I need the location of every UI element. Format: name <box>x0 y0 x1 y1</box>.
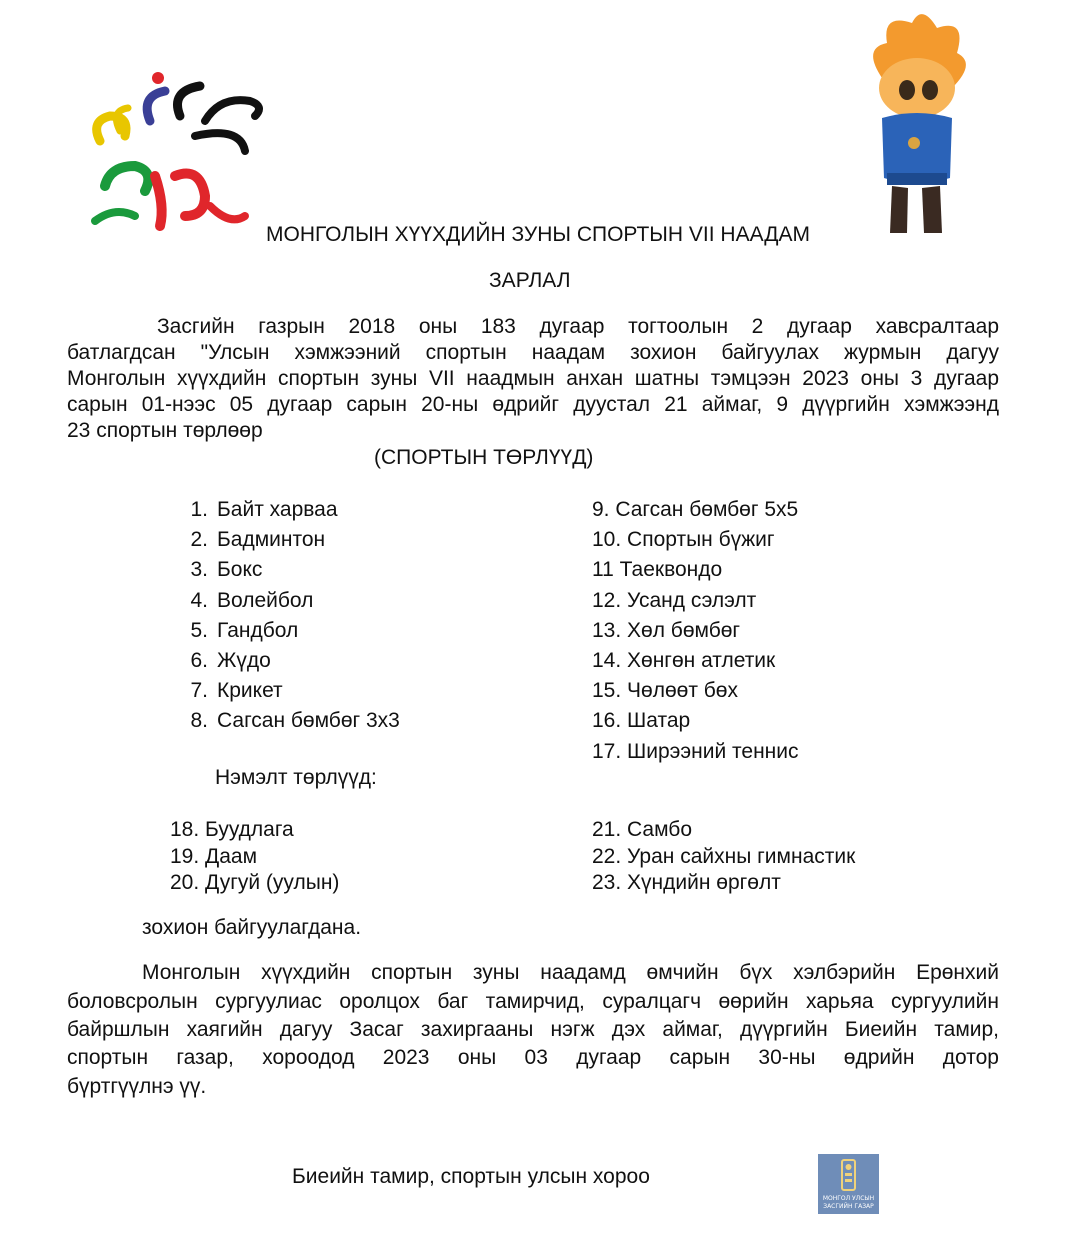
list-item: 23. Хүндийн өргөлт <box>592 871 781 894</box>
list-item: 8. Сагсан бөмбөг 3х3 <box>190 709 400 733</box>
list-item: 3. Бокс <box>190 558 263 582</box>
intro-line-5: 23 спортын төрлөөр <box>67 419 263 442</box>
list-item: 14. Хөнгөн атлетик <box>592 648 776 672</box>
emblem-label-1: МОНГОЛ УЛСЫН <box>822 1195 875 1202</box>
list-item: 19. Даам <box>170 844 258 868</box>
list-item: 11 Таеквондо <box>592 558 723 582</box>
list-item: 17. Ширээний теннис <box>592 739 799 763</box>
organized-text: зохион байгуулагдана. <box>142 916 362 939</box>
additional-sports-heading: Нэмэлт төрлүүд: <box>215 766 377 789</box>
additional-list-left <box>170 817 339 897</box>
list-item: 5. Гандбол <box>190 618 299 642</box>
closing-line-3: байршлын хаягийн дагуу Засаг захиргааны нэгж дэх аймаг, дүүргийн Биеийн тамир, <box>67 1018 999 1041</box>
list-item: 1. Байт харваа <box>190 498 338 521</box>
list-item: 12. Усанд сэлэлт <box>592 588 757 612</box>
list-item: 9. Сагсан бөмбөг 5х5 <box>592 498 799 521</box>
intro-line-4: сарын 01-нээс 05 дугаар сарын 20-ны өдрийг дуустал 21 аймаг, 9 дүүргийн хэмжээнд <box>67 393 999 416</box>
list-item: 2. Бадминтон <box>190 528 326 552</box>
document-title: МОНГОЛЫН ХҮҮХДИЙН ЗУНЫ СПОРТЫН VII НААДАМ <box>266 223 811 246</box>
additional-list-right <box>592 817 855 897</box>
list-item: 6. Жүдо <box>190 648 271 672</box>
list-item: 4. Волейбол <box>190 588 314 612</box>
announcement-heading: ЗАРЛАЛ <box>489 269 571 292</box>
closing-line-5: бүртгүүлнэ үү. <box>67 1075 207 1098</box>
mascot-image <box>852 8 977 248</box>
list-item: 13. Хөл бөмбөг <box>592 618 741 642</box>
list-item: 18. Буудлага <box>170 818 294 841</box>
intro-line-2: батлагдсан "Улсын хэмжээний спортын наадам зохион байгуулах журмын дагуу <box>67 341 999 364</box>
closing-line-4: спортын газар, хороодод 2023 оны 03 дугаар сарын 30-ны өдрийн дотор <box>67 1046 999 1069</box>
list-item: 20. Дугуй (уулын) <box>170 871 340 894</box>
intro-line-1: Засгийн газрын 2018 оны 183 дугаар тогтоолын 2 дугаар хавсралтаар <box>157 315 999 338</box>
closing-line-2: боловсролын сургуулиас оролцох баг тамирчид, суралцагч өөрийн харьяа сургуулийн <box>67 990 999 1013</box>
list-item: 22. Уран сайхны гимнастик <box>592 844 856 868</box>
intro-line-3: Монголын хүүхдийн спортын зуны VII наадмын анхан шатны тэмцээн 2023 оны 3 дугаар <box>67 367 999 390</box>
list-item: 15. Чөлөөт бөх <box>592 679 738 703</box>
sports-list-left <box>170 497 400 739</box>
sports-list-right <box>592 497 799 769</box>
games-logo <box>80 66 275 246</box>
sports-heading: (СПОРТЫН ТӨРЛҮҮД) <box>374 446 594 469</box>
list-item: 21. Самбо <box>592 818 693 841</box>
emblem-label-2: ЗАСГИЙН ГАЗАР <box>823 1203 874 1210</box>
list-item: 16. Шатар <box>592 709 691 733</box>
closing-line-1: Монголын хүүхдийн спортын зуны наадамд өмчийн бүх хэлбэрийн Ерөнхий <box>142 961 999 984</box>
list-item: 10. Спортын бүжиг <box>592 528 775 552</box>
list-item: 7. Крикет <box>190 679 283 703</box>
signature: Биеийн тамир, спортын улсын хороо <box>292 1165 650 1188</box>
government-emblem <box>818 1154 879 1214</box>
